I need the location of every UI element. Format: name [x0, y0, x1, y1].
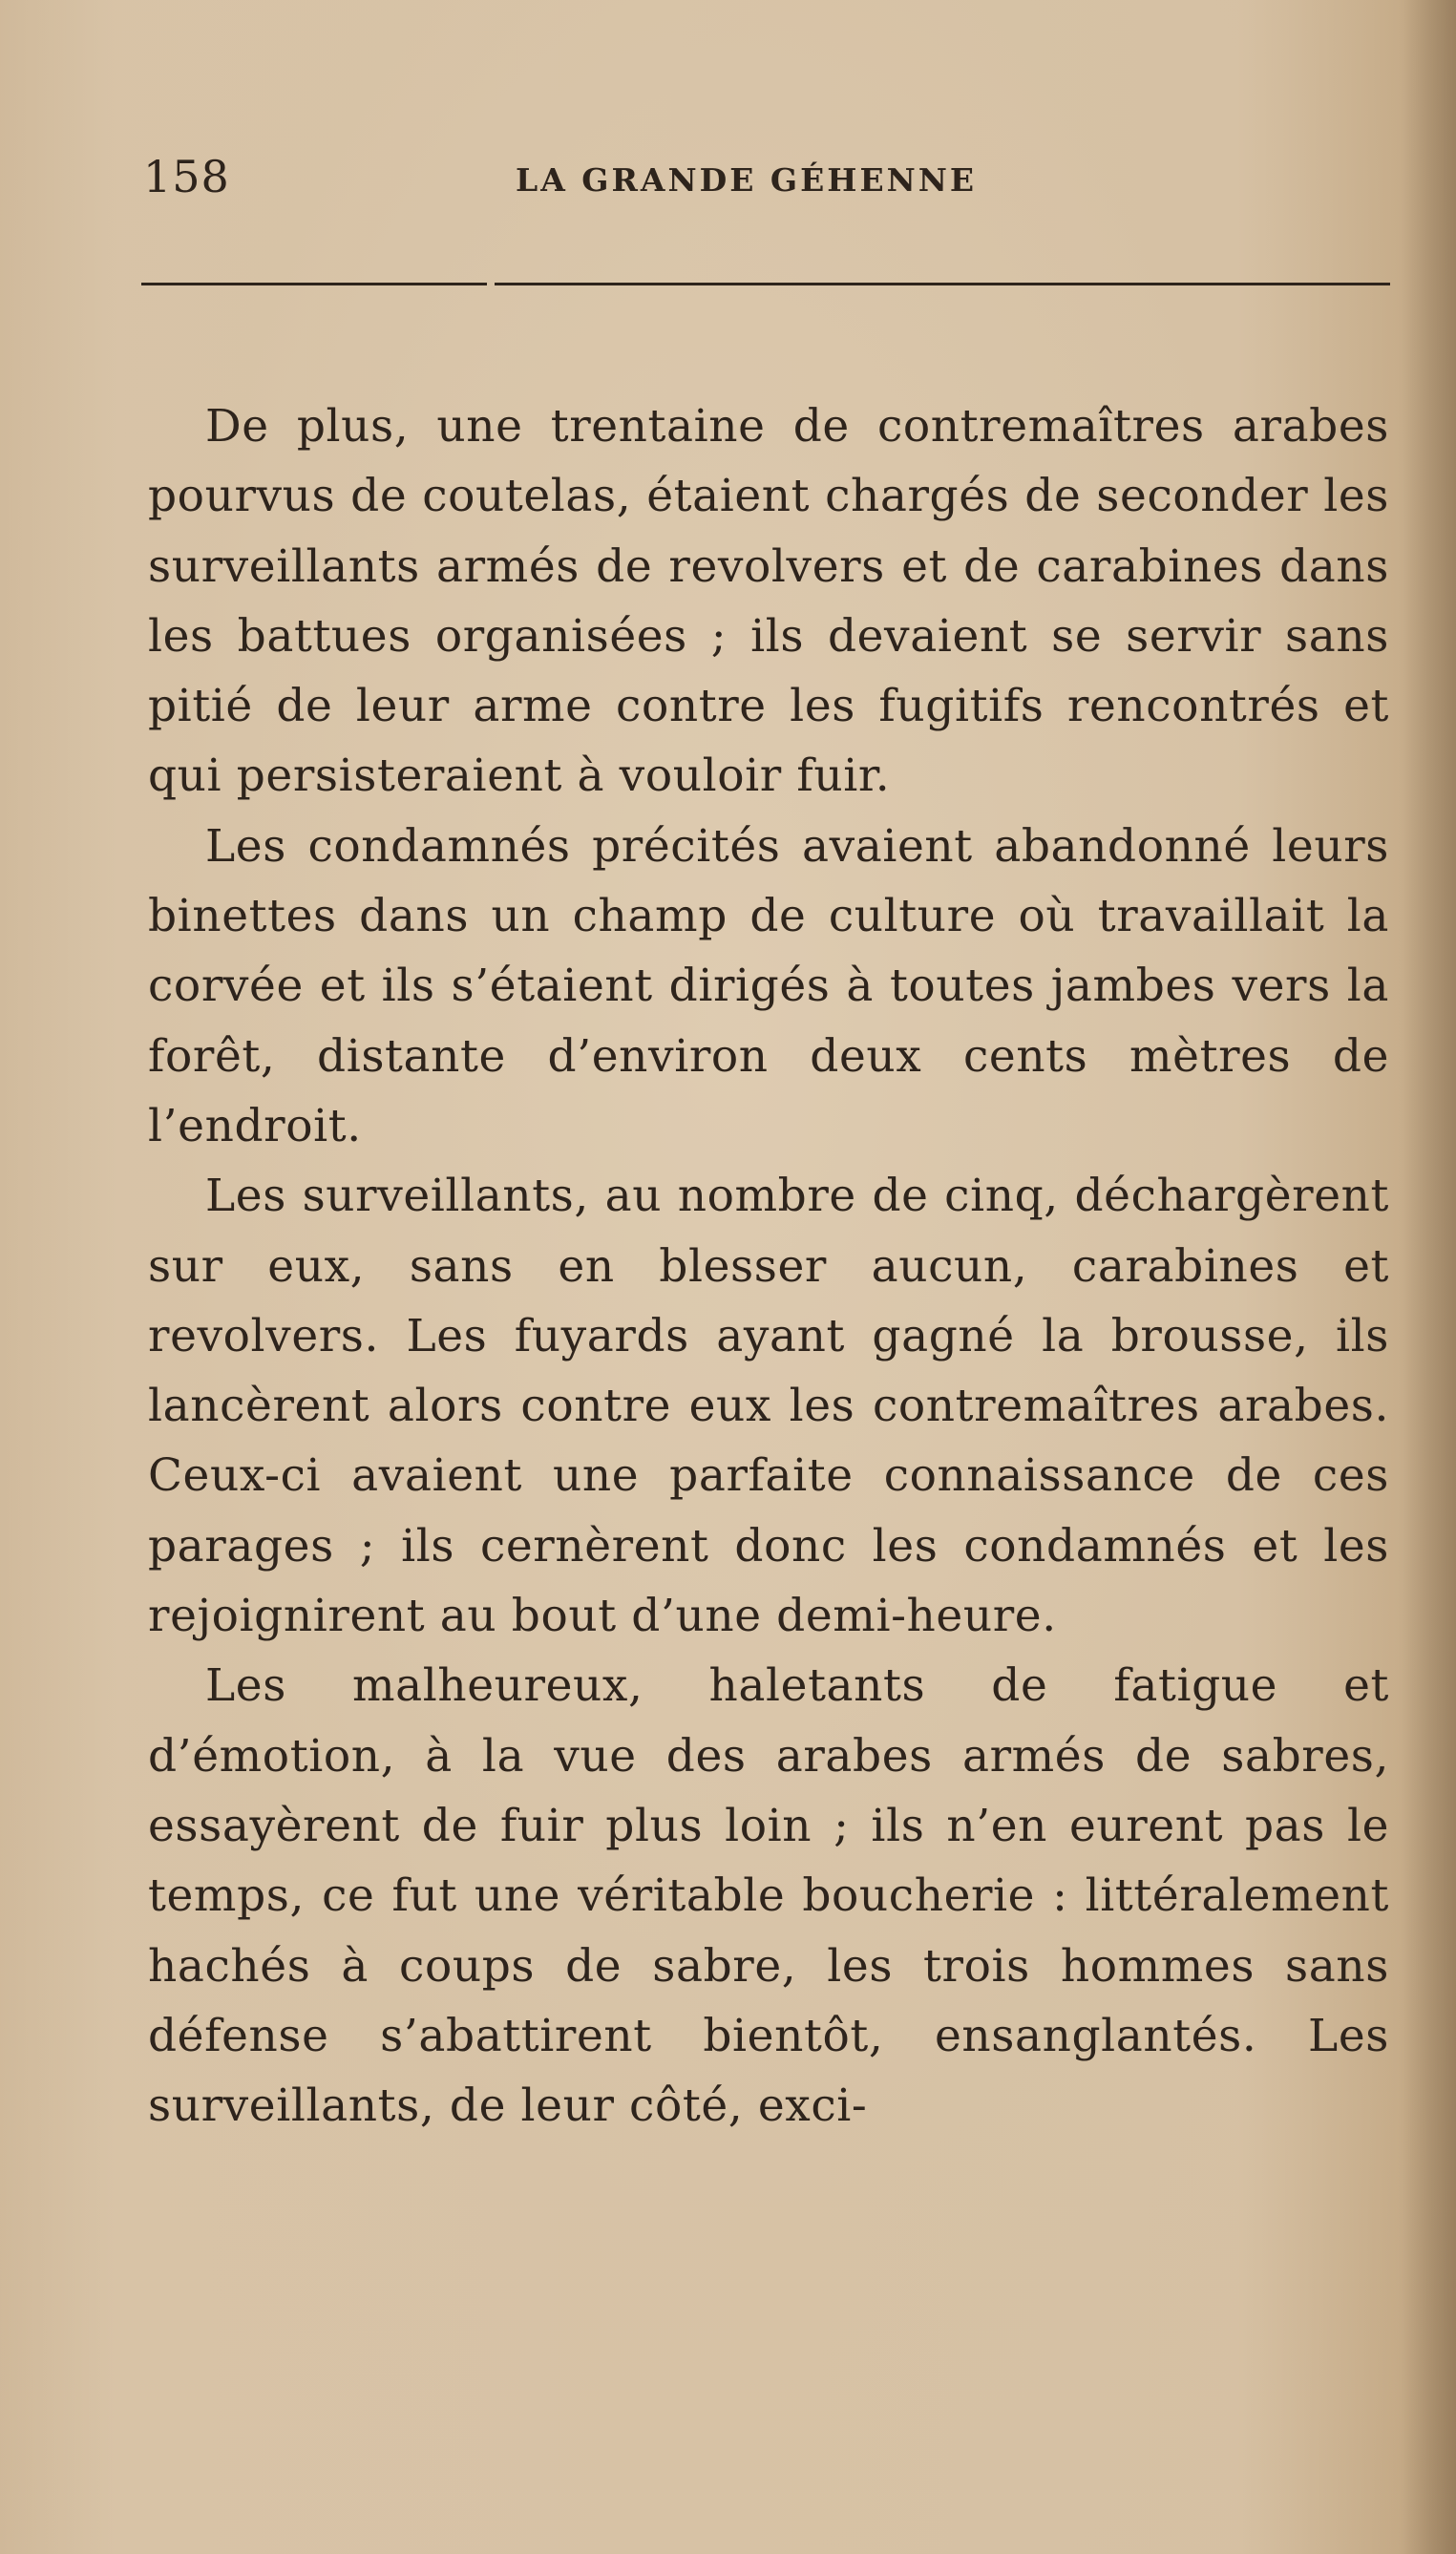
paragraph: Les surveillants, au nombre de cinq, déchargèrent sur eux, sans en blesser aucun, carabines et revolvers. Les fuyards ayant gagné la brousse, ils lancèrent alors contre eux les contremaîtres arabes. Ceux-ci avaient une parfaite connaissance de ces parages ; ils cernèrent donc les condamnés et les rejoignirent au bout d’une demi-heure.: [148, 1170, 1389, 1643]
paragraph: Les condamnés précités avaient abandonné leurs binettes dans un champ de culture où travaillait la corvée et ils s’étaient dirigés à toutes jambes vers la forêt, distante d’environ deux cents mètres de l’endroit.: [148, 819, 1389, 1152]
page-edge-shadow: [1403, 0, 1456, 2554]
header-rule-right: [495, 283, 1390, 285]
paragraph: De plus, une trentaine de contremaîtres arabes pourvus de coutelas, étaient chargés de seconder les surveillants armés de revolvers et de carabines dans les battues organisées ; ils devaient se servir sans pitié de leur arme contre les fugitifs rencontrés et qui persisteraient à vouloir fuir.: [148, 400, 1389, 803]
paragraph: Les malheureux, haletants de fatigue et d’émotion, à la vue des arabes armés de sabres, essayèrent de fuir plus loin ; ils n’en eurent pas le temps, ce fut une véritable boucherie : littéralement hachés à coups de sabre, les trois hommes sans défense s’abattirent bientôt, ensanglantés. Les surveillants, de leur côté, exci-: [148, 1659, 1389, 2133]
running-title: LA GRANDE GÉHENNE: [516, 161, 978, 199]
header-rule-left: [141, 283, 487, 285]
page-header: [143, 143, 1384, 210]
body-text: [148, 391, 1389, 2141]
page-number: 158: [143, 151, 230, 202]
